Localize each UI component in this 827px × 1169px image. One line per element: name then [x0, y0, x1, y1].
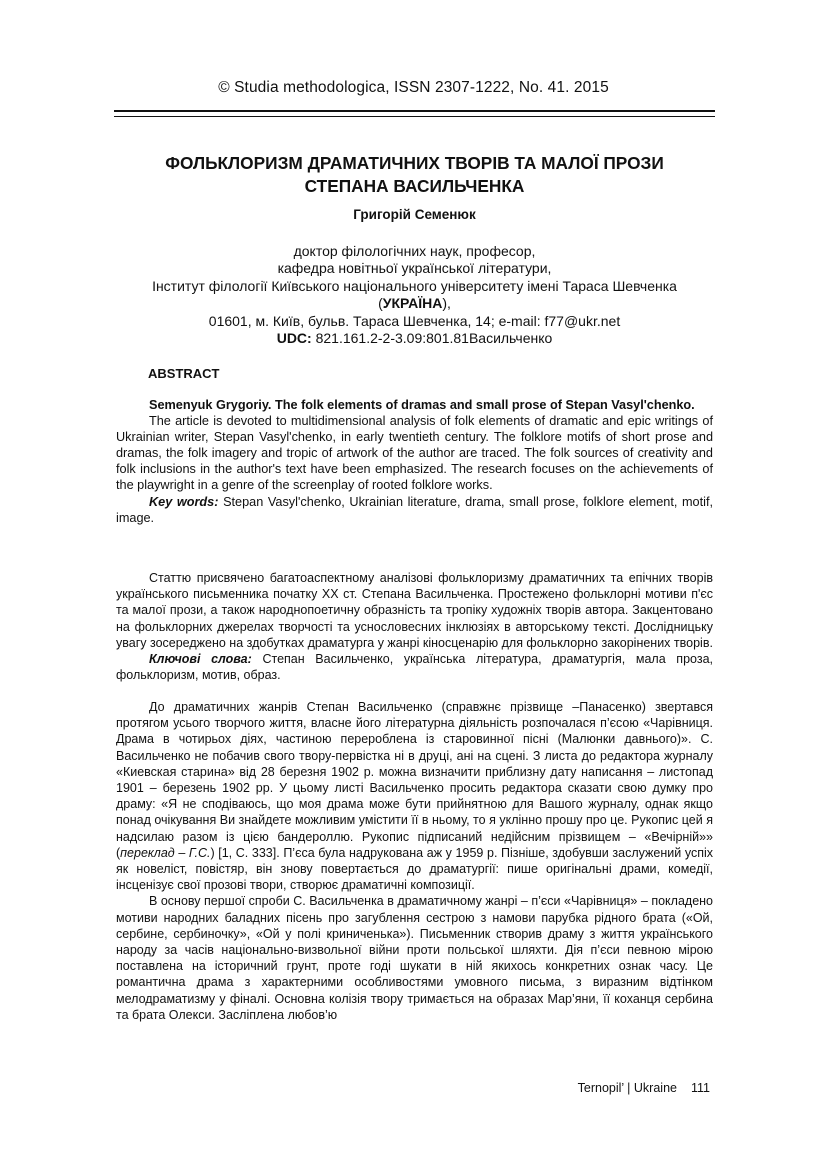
udc-label: UDC: — [276, 330, 312, 347]
country-paren-open: ( — [378, 295, 383, 312]
page-number: 111 — [690, 1081, 710, 1095]
footer-location: Ternopil’ | Ukraine — [577, 1081, 677, 1095]
author-name: Григорій Семенюк — [353, 207, 476, 222]
english-abstract-title — [116, 397, 713, 413]
affiliation-country — [114, 295, 715, 312]
article-title — [114, 152, 715, 198]
english-keywords-label: Key words: — [149, 494, 219, 509]
english-abstract-title-text: Semenyuk Grygoriy. The folk elements of dramas and small prose of Stepan Vasyl'chenko. — [149, 398, 695, 412]
header-rule-thin — [114, 116, 715, 117]
article-title-line-1: ФОЛЬКЛОРИЗМ ДРАМАТИЧНИХ ТВОРІВ ТА МАЛОЇ ПРОЗИ — [165, 153, 664, 173]
english-keywords-text: Stepan Vasyl'chenko, Ukrainian literature, drama, small prose, folklore element, motif, image. — [116, 494, 714, 525]
ukrainian-keywords-text: Степан Васильченко, українська література, драматургія, мала проза, фольклоризм, мотив, образ. — [116, 652, 713, 683]
english-abstract-text: The article is devoted to multidimensional analysis of folk elements of dramatic and epic writings of Ukrainian writer, Stepan Vasyl'chenko, in early twentieth century. The folklore motifs of short prose and dramas, the folk imagery and tropic of artwork of the author are traced. The folk sources of creativity and folk inclusions in the author's text have been emphasized. The research focuses on the achievements of the playwright in a genre of the screenplay of rooted folklore works. — [116, 414, 713, 493]
affiliation-address: 01601, м. Київ, бульв. Тараса Шевченка, 14; e-mail: f77@ukr.net — [208, 312, 621, 329]
running-head: © Studia methodologica, ISSN 2307-1222, No. 41. 2015 — [218, 79, 609, 96]
body-paragraph-1 — [116, 699, 713, 893]
body-paragraph-1-part-a: До драматичних жанрів Степан Васильченко (справжнє прізвище –Панасенко) звертався протягом усього творчого життя, власне його літературна діяльність розпочалася п’єсою «Чарівниця. Драма в чотирьох діях, частиною перероблена із старовинної пісні (Малюнки давнього)». С. Васильченко не побачив свого твору-первістка ні в друці, ані на сцені. З листа до редактора журналу «Киевская старина» від 28 березня 1902 р. можна визначити приблизну дату написання – листопад 1901 – березень 1902 рр. У цьому листі Васильченко просить редактора сказати свою думку про драму: «Я не сподіваюсь, що моя драма може бути прийнятною для Вашого журналу, однак якщо понад очікування Ви знайдете можливим умістити її в ньому, то я уклінно прошу про це. Рукопис цей я надсилаю разом із цією бандероллю. Рукопис підписаний недійсним прізвищем – «Вечірній»» ( — [116, 700, 713, 860]
udc-line — [114, 330, 715, 347]
country-paren-close: ), — [442, 295, 451, 312]
ukrainian-abstract — [116, 570, 713, 683]
header-rule-thick — [114, 110, 715, 112]
affiliation-department: кафедра новітньої української літератури, — [277, 260, 552, 277]
affiliation-institute: Інститут філології Київського національного університету імені Тараса Шевченка — [152, 277, 677, 294]
article-title-line-2: СТЕПАНА ВАСИЛЬЧЕНКА — [304, 176, 525, 196]
body-paragraph-1-part-b: ) [1, С. 333]. П’єса була надрукована аж у 1959 р. Пізніше, здобувши заслужений успіх як новеліст, повістяр, він знову повертається до драматургії: пише оригінальні драми, комедії, інсценізує свої прозові твори, створює драматичні композиції. — [116, 845, 713, 893]
ukrainian-keywords — [116, 651, 713, 683]
ukrainian-abstract-text: Статтю присвячено багатоаспектному аналізові фольклоризму драматичних та епічних творів українського письменника початку ХХ ст. Степана Васильченка. Простежено фольклорні мотиви п'єс та малої прози, а також народнопоетичну образність та тропіку художніх творів автора. Закцентовано на фольклорних джерелах творчості та уснословесних інклюзіях в авторському тексті. Дослідницьку увагу зосереджено на здобутках драматурга у жанрі кіносценарію для фольклорно закорінених творів. — [116, 571, 713, 650]
udc-value: 821.161.2-2-3.09:801.81Васильченко — [311, 330, 553, 347]
affiliation-degree: доктор філологічних наук, професор, — [293, 243, 536, 259]
english-abstract — [116, 397, 713, 526]
body-paragraph-2: В основу першої спроби С. Васильченка в драматичному жанрі – п’єси «Чарівниця» – покладено мотиви народних баладних пісень про загублення сестрою з намови парубка рідного брата («Ой, сербине, сербиночку», «Ой у полі криниченька»). Письменник створив драму з життя українського народу за часів національно-визвольної війни проти польської шляхти. Дія п’єси певною мірою поставлена на історичний грунт, проте годі шукати в ній якихось конкретних ознак часу. Це романтична драма з характерними особливостями умовного письма, з виразним відтінком мелодраматизму у фіналі. Основна колізія твору тримається на образах Мар’яни, її коханця сербина та брата Олекси. Засліплена любов’ю — [116, 894, 713, 1022]
country-name: УКРАЇНА — [382, 295, 443, 312]
author-affiliation — [114, 243, 715, 347]
translator-note: переклад – Г.С. — [120, 845, 211, 860]
article-body — [116, 699, 713, 1023]
ukrainian-keywords-label: Ключові слова: — [149, 652, 252, 667]
english-keywords — [116, 494, 713, 526]
page-footer — [578, 1081, 710, 1095]
abstract-heading: ABSTRACT — [148, 366, 220, 381]
